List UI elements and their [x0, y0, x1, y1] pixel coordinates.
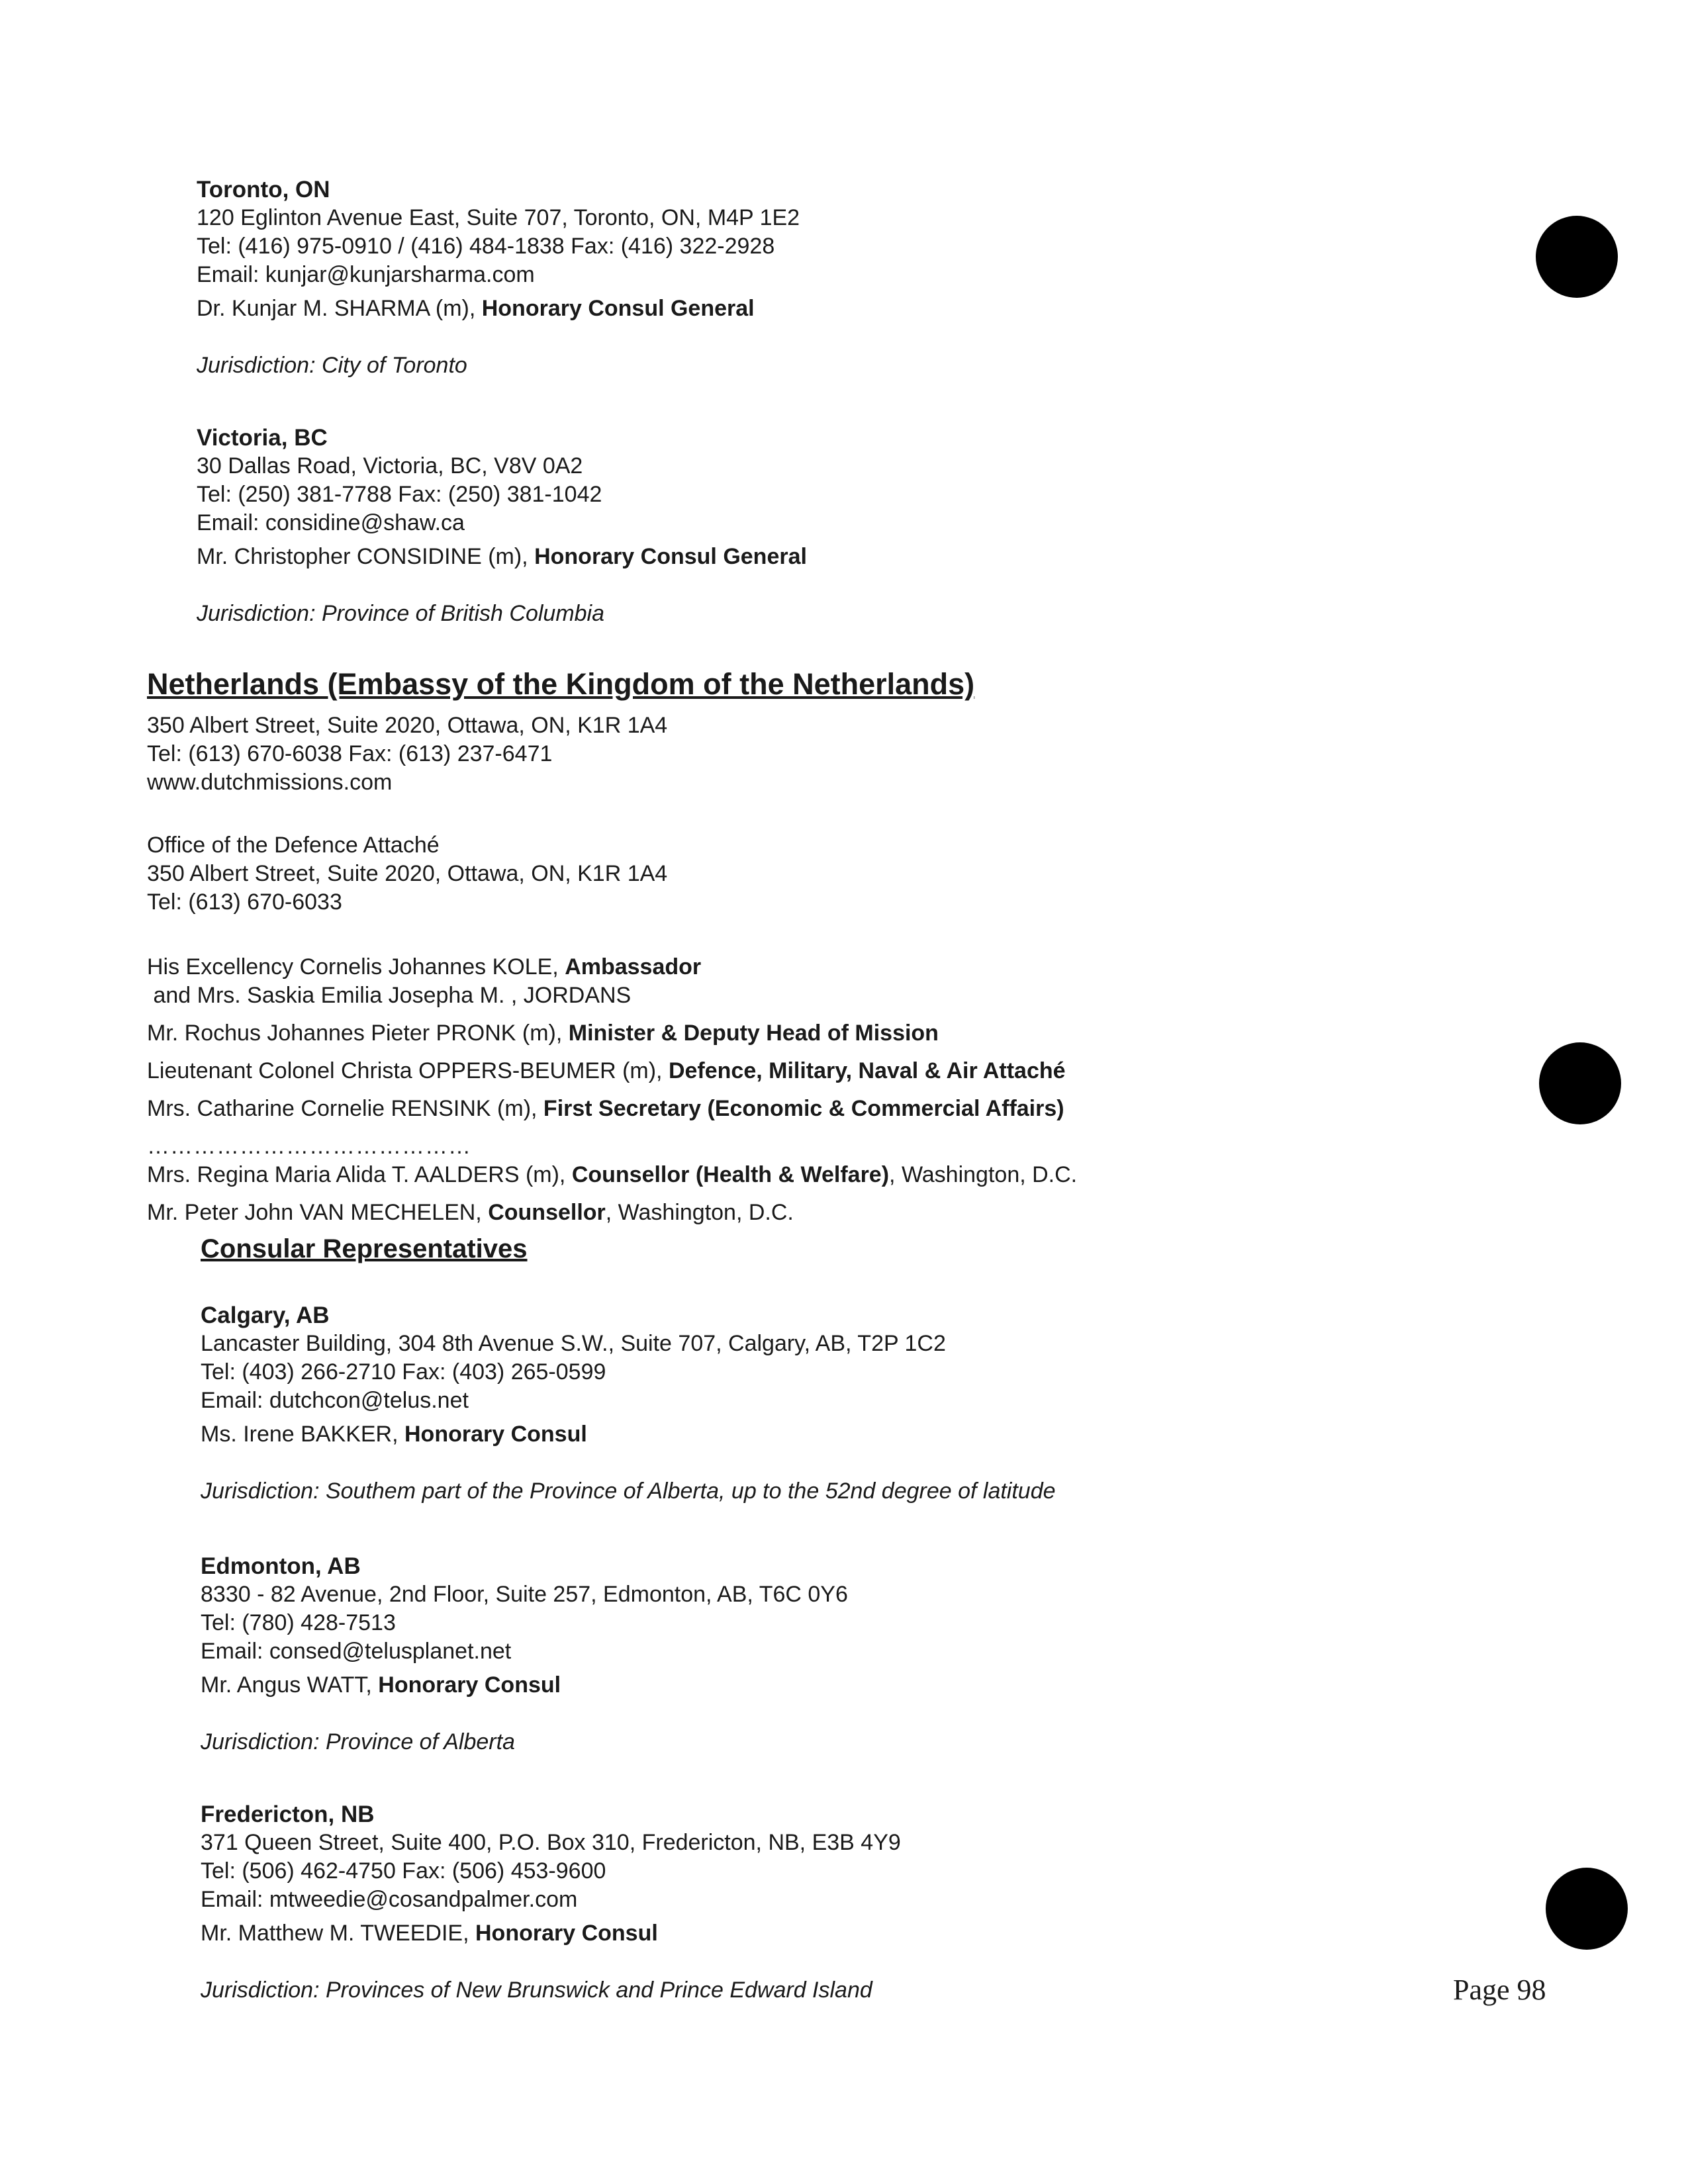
- staff-title: First Secretary (Economic & Commercial Affairs): [543, 1096, 1064, 1121]
- person-name: Mr. Matthew M. TWEEDIE,: [201, 1921, 475, 1946]
- staff-title: Ambassador: [565, 954, 702, 979]
- staff-title: Minister & Deputy Head of Mission: [568, 1021, 939, 1046]
- page-number: Page 98: [1453, 1974, 1546, 2006]
- punch-hole-bottom: [1546, 1868, 1628, 1950]
- staff-name: Mr. Peter John VAN MECHELEN,: [147, 1200, 489, 1225]
- location-heading: Calgary, AB: [201, 1302, 330, 1328]
- embassy-contact: [147, 711, 667, 797]
- staff-member: [147, 981, 1077, 1010]
- victoria-entry: [197, 424, 807, 628]
- staff-name: Mrs. Regina Maria Alida T. AALDERS (m),: [147, 1162, 572, 1187]
- dotted-separator: ……………………………………: [147, 1134, 471, 1159]
- consul-person: [201, 1420, 1056, 1449]
- location-heading: Victoria, BC: [197, 425, 328, 451]
- staff-member: [147, 1057, 1077, 1085]
- email: Email: dutchcon@telus.net: [201, 1388, 469, 1413]
- address: 120 Eglinton Avenue East, Suite 707, Toronto, ON, M4P 1E2: [197, 205, 800, 230]
- staff-name: His Excellency Cornelis Johannes KOLE,: [147, 954, 565, 979]
- consul-person: [201, 1919, 901, 1948]
- jurisdiction: Jurisdiction: Provinces of New Brunswick and Prince Edward Island: [201, 1978, 872, 2003]
- person-name: Dr. Kunjar M. SHARMA (m),: [197, 296, 482, 321]
- toronto-entry: [197, 175, 800, 380]
- staff-location: , Washington, D.C.: [889, 1162, 1078, 1187]
- edmonton-entry: [201, 1552, 848, 1756]
- staff-name: Lieutenant Colonel Christa OPPERS-BEUMER (m),: [147, 1058, 669, 1083]
- address: 30 Dallas Road, Victoria, BC, V8V 0A2: [197, 453, 583, 478]
- person-name: Mr. Christopher CONSIDINE (m),: [197, 544, 535, 569]
- punch-hole-middle: [1539, 1042, 1621, 1124]
- embassy-telephone: Tel: (613) 670-6038 Fax: (613) 237-6471: [147, 741, 553, 766]
- consul-person: [201, 1671, 848, 1700]
- staff-member: [147, 1095, 1077, 1123]
- email: Email: considine@shaw.ca: [197, 510, 465, 535]
- defence-office-name: Office of the Defence Attaché: [147, 833, 440, 858]
- staff-title: Counsellor: [488, 1200, 606, 1225]
- staff-member: [147, 1161, 1077, 1189]
- consular-heading: Consular Representatives: [201, 1234, 528, 1263]
- telephone: Tel: (250) 381-7788 Fax: (250) 381-1042: [197, 482, 602, 507]
- person-title: Honorary Consul: [404, 1422, 587, 1447]
- calgary-entry: [201, 1301, 1056, 1506]
- consul-person: [197, 295, 800, 323]
- defence-office: [147, 831, 667, 917]
- jurisdiction: Jurisdiction: City of Toronto: [197, 353, 467, 378]
- defence-office-telephone: Tel: (613) 670-6033: [147, 889, 342, 915]
- jurisdiction: Jurisdiction: Province of British Columbia: [197, 601, 605, 626]
- address: 8330 - 82 Avenue, 2nd Floor, Suite 257, Edmonton, AB, T6C 0Y6: [201, 1582, 848, 1607]
- staff-title: Counsellor (Health & Welfare): [571, 1162, 890, 1187]
- staff-member: [147, 1199, 1077, 1227]
- staff-name: Mrs. Catharine Cornelie RENSINK (m),: [147, 1096, 543, 1121]
- staff-name: and Mrs. Saskia Emilia Josepha M. , JORDANS: [147, 983, 632, 1008]
- telephone: Tel: (780) 428-7513: [201, 1610, 396, 1635]
- person-name: Ms. Irene BAKKER,: [201, 1422, 404, 1447]
- location-heading: Toronto, ON: [197, 177, 330, 203]
- jurisdiction: Jurisdiction: Southem part of the Province of Alberta, up to the 52nd degree of latitude: [201, 1479, 1056, 1504]
- email: Email: mtweedie@cosandpalmer.com: [201, 1887, 578, 1912]
- telephone: Tel: (416) 975-0910 / (416) 484-1838 Fax: (416) 322-2928: [197, 234, 775, 259]
- fredericton-entry: [201, 1800, 901, 2005]
- staff-title: Defence, Military, Naval & Air Attaché: [668, 1058, 1066, 1083]
- staff-name: Mr. Rochus Johannes Pieter PRONK (m),: [147, 1021, 569, 1046]
- embassy-address: 350 Albert Street, Suite 2020, Ottawa, ON, K1R 1A4: [147, 713, 668, 738]
- email: Email: kunjar@kunjarsharma.com: [197, 262, 535, 287]
- embassy-website: www.dutchmissions.com: [147, 770, 393, 795]
- address: 371 Queen Street, Suite 400, P.O. Box 310, Fredericton, NB, E3B 4Y9: [201, 1830, 901, 1855]
- staff-location: , Washington, D.C.: [605, 1200, 794, 1225]
- person-title: Honorary Consul General: [534, 544, 807, 569]
- person-name: Mr. Angus WATT,: [201, 1672, 379, 1698]
- telephone: Tel: (403) 266-2710 Fax: (403) 265-0599: [201, 1359, 606, 1385]
- staff-member: [147, 953, 1077, 981]
- jurisdiction: Jurisdiction: Province of Alberta: [201, 1729, 515, 1754]
- staff-member: [147, 1019, 1077, 1048]
- country-heading: Netherlands (Embassy of the Kingdom of the Netherlands): [147, 667, 975, 701]
- location-heading: Fredericton, NB: [201, 1801, 375, 1827]
- email: Email: consed@telusplanet.net: [201, 1639, 512, 1664]
- person-title: Honorary Consul: [378, 1672, 561, 1698]
- defence-office-address: 350 Albert Street, Suite 2020, Ottawa, ON, K1R 1A4: [147, 861, 668, 886]
- telephone: Tel: (506) 462-4750 Fax: (506) 453-9600: [201, 1858, 606, 1884]
- address: Lancaster Building, 304 8th Avenue S.W., Suite 707, Calgary, AB, T2P 1C2: [201, 1331, 946, 1356]
- punch-hole-top: [1536, 216, 1618, 298]
- person-title: Honorary Consul: [475, 1921, 658, 1946]
- location-heading: Edmonton, AB: [201, 1553, 361, 1579]
- person-title: Honorary Consul General: [481, 296, 755, 321]
- consul-person: [197, 543, 807, 571]
- staff-list: [147, 953, 1077, 1227]
